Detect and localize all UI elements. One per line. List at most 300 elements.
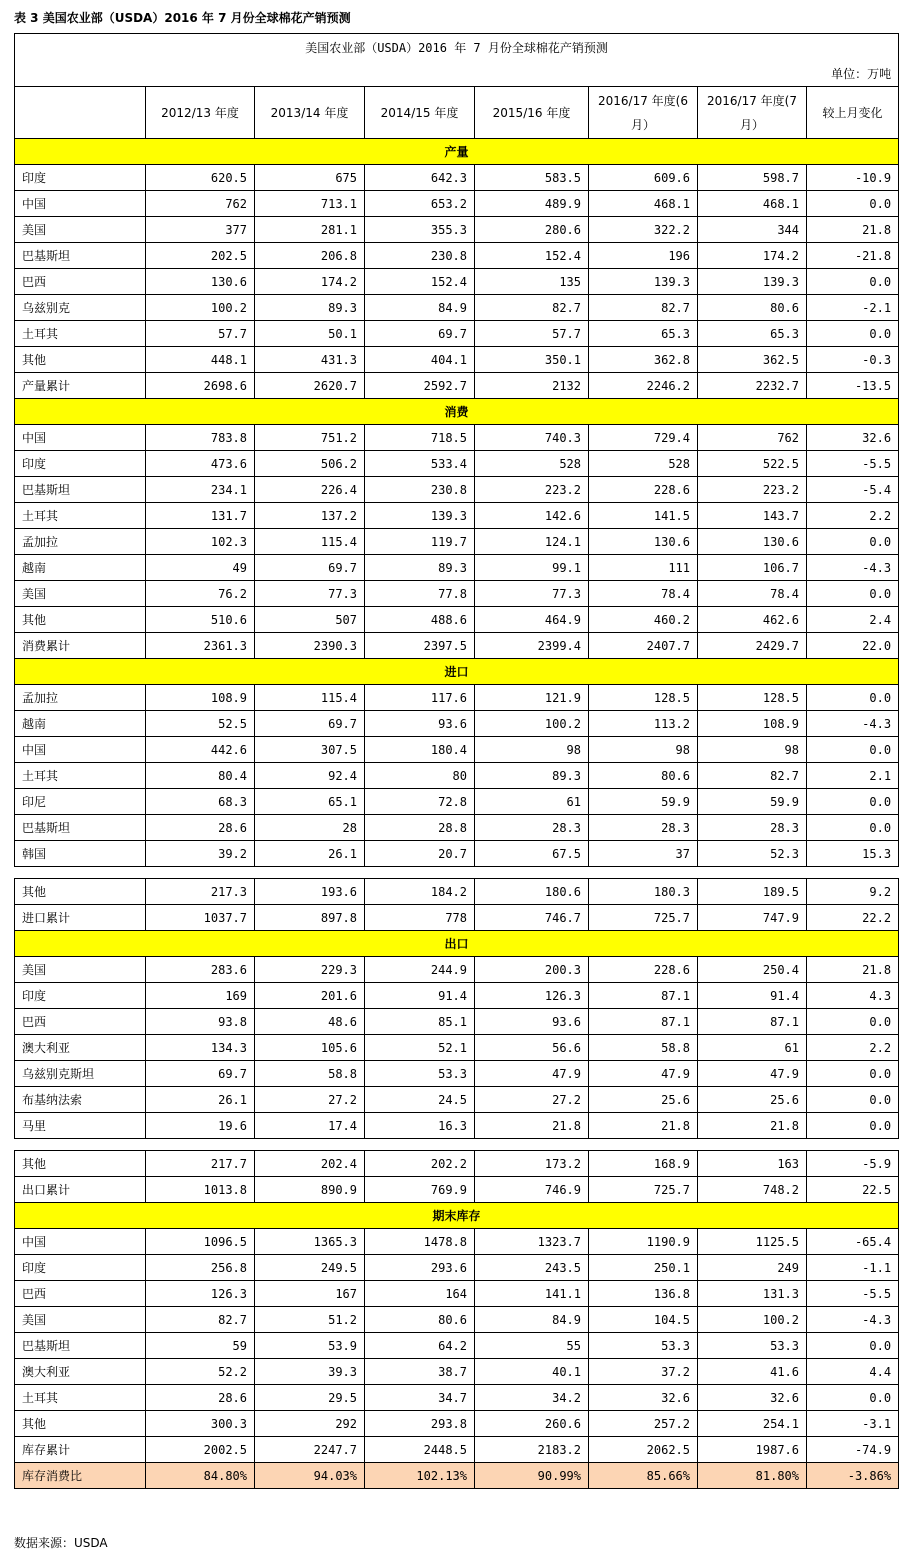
table-row: [15, 451, 899, 477]
table-row: [15, 373, 899, 399]
value-cell: 249.5: [255, 1255, 365, 1281]
value-cell: 61: [475, 789, 589, 815]
table-row: [15, 1177, 899, 1203]
value-cell: 131.3: [698, 1281, 807, 1307]
value-cell: 142.6: [475, 503, 589, 529]
value-cell: 113.2: [589, 711, 698, 737]
value-cell: 32.6: [807, 425, 899, 451]
value-cell: 234.1: [146, 477, 255, 503]
row-label: 美国: [15, 1307, 146, 1333]
value-cell: 350.1: [475, 347, 589, 373]
row-label: 布基纳法索: [15, 1087, 146, 1113]
value-cell: 4.3: [807, 983, 899, 1009]
value-cell: -65.4: [807, 1229, 899, 1255]
value-cell: 67.5: [475, 841, 589, 867]
value-cell: 355.3: [365, 217, 475, 243]
value-cell: 1125.5: [698, 1229, 807, 1255]
value-cell: 37.2: [589, 1359, 698, 1385]
row-label: 美国: [15, 581, 146, 607]
value-cell: 139.3: [365, 503, 475, 529]
row-label: 越南: [15, 555, 146, 581]
value-cell: 32.6: [589, 1385, 698, 1411]
value-cell: 117.6: [365, 685, 475, 711]
value-cell: 49: [146, 555, 255, 581]
table-unit-row: [15, 62, 899, 87]
value-cell: 102.13%: [365, 1463, 475, 1489]
table-row: [15, 1255, 899, 1281]
value-cell: 21.8: [807, 957, 899, 983]
value-cell: 2361.3: [146, 633, 255, 659]
row-label: 越南: [15, 711, 146, 737]
value-cell: 82.7: [698, 763, 807, 789]
value-cell: -5.5: [807, 451, 899, 477]
value-cell: 2.2: [807, 1035, 899, 1061]
value-cell: 322.2: [589, 217, 698, 243]
value-cell: 0.0: [807, 1333, 899, 1359]
table-gap-row: [15, 1139, 899, 1151]
value-cell: 217.3: [146, 879, 255, 905]
value-cell: 249: [698, 1255, 807, 1281]
gap-cell: [15, 867, 899, 879]
table-row: [15, 905, 899, 931]
value-cell: 762: [698, 425, 807, 451]
header-corner: [15, 87, 146, 139]
table-row: [15, 815, 899, 841]
section-header-row: [15, 931, 899, 957]
value-cell: 223.2: [475, 477, 589, 503]
table-row: [15, 737, 899, 763]
value-cell: 136.8: [589, 1281, 698, 1307]
value-cell: 2448.5: [365, 1437, 475, 1463]
value-cell: 897.8: [255, 905, 365, 931]
column-header: 2012/13 年度: [146, 87, 255, 139]
table-gap-row: [15, 867, 899, 879]
value-cell: 28.6: [146, 815, 255, 841]
row-label: 印度: [15, 983, 146, 1009]
section-header: 产量: [15, 139, 899, 165]
value-cell: 675: [255, 165, 365, 191]
value-cell: -21.8: [807, 243, 899, 269]
section-header-row: [15, 659, 899, 685]
value-cell: 106.7: [698, 555, 807, 581]
value-cell: 293.8: [365, 1411, 475, 1437]
value-cell: 1478.8: [365, 1229, 475, 1255]
value-cell: 84.9: [365, 295, 475, 321]
value-cell: 533.4: [365, 451, 475, 477]
value-cell: 167: [255, 1281, 365, 1307]
value-cell: 72.8: [365, 789, 475, 815]
value-cell: 32.6: [698, 1385, 807, 1411]
column-header: 2013/14 年度: [255, 87, 365, 139]
value-cell: 174.2: [255, 269, 365, 295]
value-cell: 24.5: [365, 1087, 475, 1113]
value-cell: 460.2: [589, 607, 698, 633]
value-cell: 229.3: [255, 957, 365, 983]
value-cell: 180.3: [589, 879, 698, 905]
value-cell: 4.4: [807, 1359, 899, 1385]
value-cell: 362.8: [589, 347, 698, 373]
value-cell: 81.80%: [698, 1463, 807, 1489]
value-cell: 115.4: [255, 529, 365, 555]
column-header: 2016/17 年度(6月）: [589, 87, 698, 139]
table-row: [15, 1061, 899, 1087]
row-label: 印度: [15, 451, 146, 477]
table-row: [15, 1333, 899, 1359]
row-label: 巴基斯坦: [15, 477, 146, 503]
value-cell: 26.1: [146, 1087, 255, 1113]
value-cell: -4.3: [807, 711, 899, 737]
value-cell: 748.2: [698, 1177, 807, 1203]
value-cell: 2.1: [807, 763, 899, 789]
value-cell: 598.7: [698, 165, 807, 191]
value-cell: 152.4: [475, 243, 589, 269]
value-cell: 506.2: [255, 451, 365, 477]
value-cell: 90.99%: [475, 1463, 589, 1489]
value-cell: 69.7: [146, 1061, 255, 1087]
value-cell: 93.8: [146, 1009, 255, 1035]
row-label: 孟加拉: [15, 685, 146, 711]
value-cell: 448.1: [146, 347, 255, 373]
value-cell: 111: [589, 555, 698, 581]
value-cell: 16.3: [365, 1113, 475, 1139]
value-cell: 21.8: [589, 1113, 698, 1139]
value-cell: 34.7: [365, 1385, 475, 1411]
value-cell: 82.7: [475, 295, 589, 321]
value-cell: 280.6: [475, 217, 589, 243]
value-cell: 58.8: [255, 1061, 365, 1087]
value-cell: 100.2: [698, 1307, 807, 1333]
value-cell: 462.6: [698, 607, 807, 633]
value-cell: 747.9: [698, 905, 807, 931]
value-cell: 769.9: [365, 1177, 475, 1203]
column-header-row: [15, 87, 899, 139]
value-cell: 250.1: [589, 1255, 698, 1281]
value-cell: 217.7: [146, 1151, 255, 1177]
column-header: 较上月变化: [807, 87, 899, 139]
value-cell: -1.1: [807, 1255, 899, 1281]
table-row: [15, 1437, 899, 1463]
value-cell: 53.3: [589, 1333, 698, 1359]
value-cell: 2246.2: [589, 373, 698, 399]
value-cell: 100.2: [475, 711, 589, 737]
value-cell: 0.0: [807, 737, 899, 763]
value-cell: 226.4: [255, 477, 365, 503]
value-cell: 2247.7: [255, 1437, 365, 1463]
value-cell: 28.8: [365, 815, 475, 841]
row-label: 巴基斯坦: [15, 815, 146, 841]
value-cell: 94.03%: [255, 1463, 365, 1489]
value-cell: 108.9: [146, 685, 255, 711]
value-cell: 104.5: [589, 1307, 698, 1333]
value-cell: 344: [698, 217, 807, 243]
value-cell: 254.1: [698, 1411, 807, 1437]
row-label: 巴西: [15, 269, 146, 295]
value-cell: 2429.7: [698, 633, 807, 659]
value-cell: 139.3: [698, 269, 807, 295]
value-cell: 25.6: [698, 1087, 807, 1113]
value-cell: 76.2: [146, 581, 255, 607]
value-cell: 80.6: [698, 295, 807, 321]
value-cell: 442.6: [146, 737, 255, 763]
value-cell: 0.0: [807, 789, 899, 815]
value-cell: 56.6: [475, 1035, 589, 1061]
value-cell: 196: [589, 243, 698, 269]
row-label: 印度: [15, 1255, 146, 1281]
value-cell: 59.9: [698, 789, 807, 815]
value-cell: 98: [589, 737, 698, 763]
section-header-row: [15, 139, 899, 165]
value-cell: 89.3: [475, 763, 589, 789]
value-cell: 21.8: [698, 1113, 807, 1139]
value-cell: 468.1: [589, 191, 698, 217]
value-cell: 59.9: [589, 789, 698, 815]
value-cell: 115.4: [255, 685, 365, 711]
value-cell: 0.0: [807, 1113, 899, 1139]
table-row: [15, 295, 899, 321]
value-cell: 2.4: [807, 607, 899, 633]
table-row: [15, 1307, 899, 1333]
value-cell: 164: [365, 1281, 475, 1307]
table-body: [15, 34, 899, 1489]
value-cell: 152.4: [365, 269, 475, 295]
value-cell: 69.7: [255, 555, 365, 581]
value-cell: 1323.7: [475, 1229, 589, 1255]
value-cell: 41.6: [698, 1359, 807, 1385]
value-cell: 89.3: [255, 295, 365, 321]
row-label: 中国: [15, 1229, 146, 1255]
value-cell: 119.7: [365, 529, 475, 555]
row-label: 产量累计: [15, 373, 146, 399]
value-cell: 28.6: [146, 1385, 255, 1411]
value-cell: 464.9: [475, 607, 589, 633]
table-row: [15, 983, 899, 1009]
value-cell: 27.2: [475, 1087, 589, 1113]
value-cell: 201.6: [255, 983, 365, 1009]
value-cell: 642.3: [365, 165, 475, 191]
value-cell: 163: [698, 1151, 807, 1177]
value-cell: 68.3: [146, 789, 255, 815]
value-cell: 2.2: [807, 503, 899, 529]
table-row: [15, 217, 899, 243]
value-cell: 528: [475, 451, 589, 477]
section-header: 进口: [15, 659, 899, 685]
table-row: [15, 1087, 899, 1113]
table-row: [15, 529, 899, 555]
value-cell: 28.3: [589, 815, 698, 841]
value-cell: 0.0: [807, 191, 899, 217]
value-cell: 507: [255, 607, 365, 633]
value-cell: 0.0: [807, 1009, 899, 1035]
value-cell: 1013.8: [146, 1177, 255, 1203]
value-cell: 141.1: [475, 1281, 589, 1307]
value-cell: 87.1: [589, 1009, 698, 1035]
value-cell: 510.6: [146, 607, 255, 633]
value-cell: 17.4: [255, 1113, 365, 1139]
value-cell: 1987.6: [698, 1437, 807, 1463]
value-cell: 0.0: [807, 1385, 899, 1411]
table-row: [15, 841, 899, 867]
value-cell: 69.7: [255, 711, 365, 737]
row-label: 土耳其: [15, 503, 146, 529]
table-row: [15, 191, 899, 217]
table-row: [15, 1009, 899, 1035]
value-cell: 257.2: [589, 1411, 698, 1437]
value-cell: 653.2: [365, 191, 475, 217]
value-cell: 2002.5: [146, 1437, 255, 1463]
table-row: [15, 347, 899, 373]
value-cell: 189.5: [698, 879, 807, 905]
value-cell: 489.9: [475, 191, 589, 217]
value-cell: 139.3: [589, 269, 698, 295]
row-label: 印度: [15, 165, 146, 191]
row-label: 进口累计: [15, 905, 146, 931]
value-cell: 80.6: [365, 1307, 475, 1333]
value-cell: 281.1: [255, 217, 365, 243]
section-header: 出口: [15, 931, 899, 957]
value-cell: 47.9: [698, 1061, 807, 1087]
value-cell: -2.1: [807, 295, 899, 321]
row-label: 巴基斯坦: [15, 243, 146, 269]
table-row: [15, 321, 899, 347]
value-cell: 87.1: [589, 983, 698, 1009]
value-cell: 91.4: [365, 983, 475, 1009]
value-cell: 48.6: [255, 1009, 365, 1035]
value-cell: 58.8: [589, 1035, 698, 1061]
row-label: 美国: [15, 957, 146, 983]
value-cell: 0.0: [807, 685, 899, 711]
table-row: [15, 503, 899, 529]
value-cell: 751.2: [255, 425, 365, 451]
section-header-row: [15, 399, 899, 425]
value-cell: 80.4: [146, 763, 255, 789]
table-row: [15, 581, 899, 607]
value-cell: 130.6: [146, 269, 255, 295]
row-label: 库存消费比: [15, 1463, 146, 1489]
value-cell: 169: [146, 983, 255, 1009]
table-row: [15, 1151, 899, 1177]
row-label: 韩国: [15, 841, 146, 867]
value-cell: 244.9: [365, 957, 475, 983]
data-source-note: 数据来源：USDA: [14, 1536, 108, 1550]
value-cell: 85.1: [365, 1009, 475, 1035]
table-row: [15, 1035, 899, 1061]
value-cell: 404.1: [365, 347, 475, 373]
value-cell: 57.7: [146, 321, 255, 347]
value-cell: 128.5: [589, 685, 698, 711]
value-cell: 50.1: [255, 321, 365, 347]
gap-cell: [15, 1139, 899, 1151]
value-cell: -4.3: [807, 555, 899, 581]
value-cell: 202.2: [365, 1151, 475, 1177]
value-cell: 2132: [475, 373, 589, 399]
table-row: [15, 1359, 899, 1385]
value-cell: 718.5: [365, 425, 475, 451]
section-header-row: [15, 1203, 899, 1229]
row-label: 消费累计: [15, 633, 146, 659]
column-header: 2014/15 年度: [365, 87, 475, 139]
value-cell: 713.1: [255, 191, 365, 217]
value-cell: 2232.7: [698, 373, 807, 399]
value-cell: 37: [589, 841, 698, 867]
value-cell: 77.3: [475, 581, 589, 607]
table-row: [15, 477, 899, 503]
value-cell: 783.8: [146, 425, 255, 451]
row-label: 巴西: [15, 1009, 146, 1035]
value-cell: 1365.3: [255, 1229, 365, 1255]
value-cell: 134.3: [146, 1035, 255, 1061]
value-cell: 69.7: [365, 321, 475, 347]
value-cell: -3.86%: [807, 1463, 899, 1489]
value-cell: 0.0: [807, 321, 899, 347]
value-cell: -74.9: [807, 1437, 899, 1463]
value-cell: 729.4: [589, 425, 698, 451]
table-row: [15, 711, 899, 737]
value-cell: 61: [698, 1035, 807, 1061]
value-cell: 25.6: [589, 1087, 698, 1113]
value-cell: 84.80%: [146, 1463, 255, 1489]
value-cell: 143.7: [698, 503, 807, 529]
value-cell: 168.9: [589, 1151, 698, 1177]
table-row: [15, 1113, 899, 1139]
value-cell: 256.8: [146, 1255, 255, 1281]
value-cell: 29.5: [255, 1385, 365, 1411]
value-cell: 89.3: [365, 555, 475, 581]
value-cell: 9.2: [807, 879, 899, 905]
value-cell: 2620.7: [255, 373, 365, 399]
row-label: 土耳其: [15, 763, 146, 789]
value-cell: 39.2: [146, 841, 255, 867]
value-cell: 100.2: [146, 295, 255, 321]
value-cell: 283.6: [146, 957, 255, 983]
value-cell: 362.5: [698, 347, 807, 373]
value-cell: 1190.9: [589, 1229, 698, 1255]
value-cell: 2399.4: [475, 633, 589, 659]
value-cell: 1037.7: [146, 905, 255, 931]
table-row: [15, 607, 899, 633]
value-cell: 21.8: [475, 1113, 589, 1139]
value-cell: 184.2: [365, 879, 475, 905]
column-header: 2015/16 年度: [475, 87, 589, 139]
value-cell: 77.8: [365, 581, 475, 607]
value-cell: 53.9: [255, 1333, 365, 1359]
table-row: [15, 633, 899, 659]
value-cell: 293.6: [365, 1255, 475, 1281]
column-header: 2016/17 年度(7月）: [698, 87, 807, 139]
value-cell: 85.66%: [589, 1463, 698, 1489]
row-label: 其他: [15, 607, 146, 633]
table-row: [15, 1281, 899, 1307]
value-cell: 51.2: [255, 1307, 365, 1333]
value-cell: 91.4: [698, 983, 807, 1009]
row-label: 其他: [15, 347, 146, 373]
value-cell: 47.9: [475, 1061, 589, 1087]
value-cell: 292: [255, 1411, 365, 1437]
value-cell: 137.2: [255, 503, 365, 529]
row-label: 土耳其: [15, 321, 146, 347]
row-label: 巴基斯坦: [15, 1333, 146, 1359]
section-header: 消费: [15, 399, 899, 425]
value-cell: 762: [146, 191, 255, 217]
value-cell: -4.3: [807, 1307, 899, 1333]
value-cell: 28.3: [475, 815, 589, 841]
value-cell: -5.5: [807, 1281, 899, 1307]
value-cell: 740.3: [475, 425, 589, 451]
value-cell: 108.9: [698, 711, 807, 737]
value-cell: 38.7: [365, 1359, 475, 1385]
value-cell: 243.5: [475, 1255, 589, 1281]
value-cell: 52.2: [146, 1359, 255, 1385]
value-cell: 522.5: [698, 451, 807, 477]
